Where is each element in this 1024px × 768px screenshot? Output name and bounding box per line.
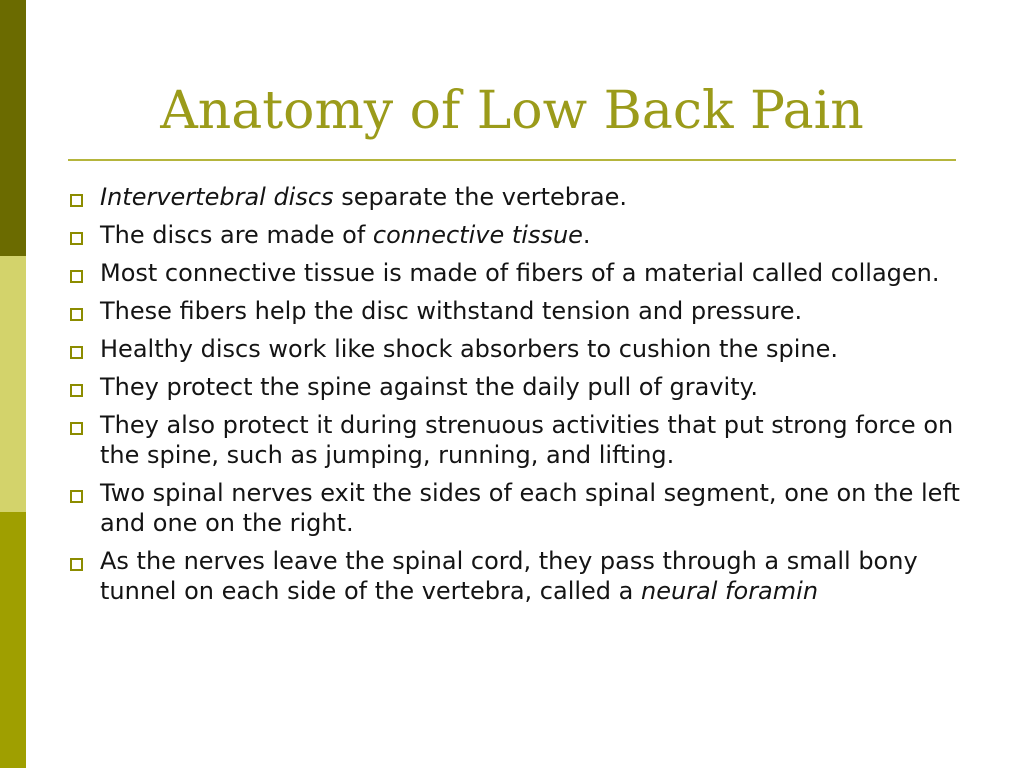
bullet-text: These fibers help the disc withstand tension and pressure. (100, 297, 803, 325)
bullet-item (70, 478, 970, 538)
bullet-tail: . (582, 221, 591, 249)
slide-title: Anatomy of Low Back Pain (160, 81, 864, 141)
bullet-text: Two spinal nerves exit the sides of each spinal segment, one on the left and one on the right. (100, 479, 960, 537)
square-bullet-icon (70, 558, 83, 571)
square-bullet-icon (70, 346, 83, 359)
title-divider (68, 159, 956, 161)
side-bar-segment-bottom (0, 512, 26, 768)
side-bar-segment-middle (0, 256, 26, 512)
side-bar-segment-top (0, 0, 26, 256)
bullet-text: Healthy discs work like shock absorbers to cushion the spine. (100, 335, 839, 363)
bullet-text: As the nerves leave the spinal cord, they pass through a small bony tunnel on each side of the vertebra, called a (100, 547, 918, 605)
bullet-text: separate the vertebrae. (333, 183, 628, 211)
bullet-item (70, 182, 970, 212)
square-bullet-icon (70, 422, 83, 435)
bullet-item (70, 410, 970, 470)
square-bullet-icon (70, 308, 83, 321)
square-bullet-icon (70, 490, 83, 503)
bullet-italic: neural foramin (641, 577, 819, 605)
bullet-text: They protect the spine against the daily pull of gravity. (100, 373, 759, 401)
bullet-list (70, 182, 970, 614)
square-bullet-icon (70, 384, 83, 397)
bullet-text: The discs are made of (100, 221, 373, 249)
bullet-text: They also protect it during strenuous activities that put strong force on the spine, such as jumping, running, and lifting. (100, 411, 954, 469)
bullet-item (70, 334, 970, 364)
bullet-item (70, 372, 970, 402)
side-accent-bar (0, 0, 26, 768)
square-bullet-icon (70, 270, 83, 283)
bullet-italic: Intervertebral discs (100, 183, 334, 211)
square-bullet-icon (70, 194, 83, 207)
bullet-item (70, 258, 970, 288)
bullet-item (70, 220, 970, 250)
bullet-item (70, 296, 970, 326)
square-bullet-icon (70, 232, 83, 245)
bullet-text: Most connective tissue is made of fibers of a material called collagen. (100, 259, 940, 287)
bullet-item (70, 546, 970, 606)
bullet-italic: connective tissue (372, 221, 583, 249)
